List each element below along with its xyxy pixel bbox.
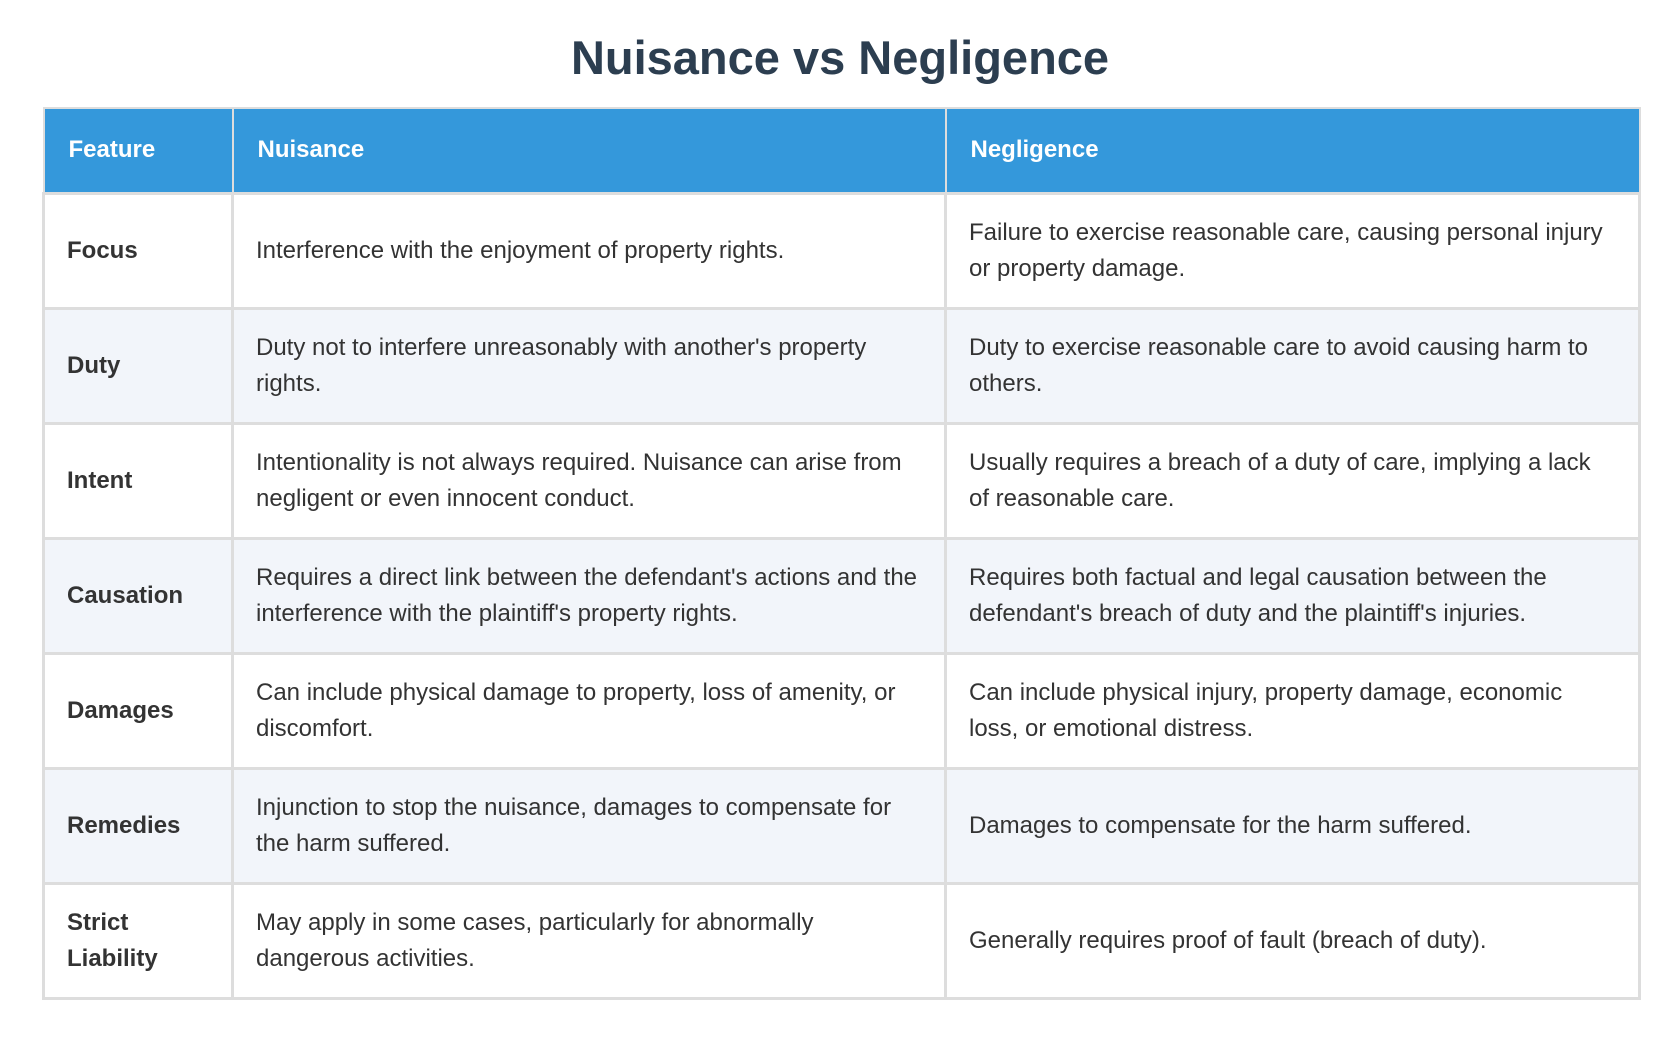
feature-cell: Damages xyxy=(44,653,233,768)
nuisance-cell: Intentionality is not always required. Nuisance can arise from negligent or even innocent conduct. xyxy=(233,423,946,538)
header-negligence: Negligence xyxy=(946,108,1640,193)
table-body xyxy=(44,193,1640,998)
negligence-cell: Failure to exercise reasonable care, causing personal injury or property damage. xyxy=(946,193,1640,308)
comparison-table xyxy=(42,107,1641,1000)
table-row xyxy=(44,653,1640,768)
table-row xyxy=(44,423,1640,538)
nuisance-cell: May apply in some cases, particularly for abnormally dangerous activities. xyxy=(233,883,946,998)
feature-cell: Strict Liability xyxy=(44,883,233,998)
negligence-cell: Requires both factual and legal causation between the defendant's breach of duty and the plaintiff's injuries. xyxy=(946,538,1640,653)
header-nuisance: Nuisance xyxy=(233,108,946,193)
nuisance-cell: Duty not to interfere unreasonably with another's property rights. xyxy=(233,308,946,423)
table-header xyxy=(44,108,1640,193)
nuisance-cell: Interference with the enjoyment of property rights. xyxy=(233,193,946,308)
page-title: Nuisance vs Negligence xyxy=(570,31,1110,84)
feature-cell: Remedies xyxy=(44,768,233,883)
table-row xyxy=(44,538,1640,653)
table-row xyxy=(44,308,1640,423)
feature-cell: Causation xyxy=(44,538,233,653)
nuisance-cell: Can include physical damage to property, loss of amenity, or discomfort. xyxy=(233,653,946,768)
table-row xyxy=(44,768,1640,883)
table-row xyxy=(44,883,1640,998)
feature-cell: Focus xyxy=(44,193,233,308)
header-feature: Feature xyxy=(44,108,233,193)
negligence-cell: Can include physical injury, property damage, economic loss, or emotional distress. xyxy=(946,653,1640,768)
negligence-cell: Damages to compensate for the harm suffered. xyxy=(946,768,1640,883)
header-row xyxy=(44,108,1640,193)
negligence-cell: Generally requires proof of fault (breach of duty). xyxy=(946,883,1640,998)
feature-cell: Intent xyxy=(44,423,233,538)
negligence-cell: Usually requires a breach of a duty of care, implying a lack of reasonable care. xyxy=(946,423,1640,538)
negligence-cell: Duty to exercise reasonable care to avoid causing harm to others. xyxy=(946,308,1640,423)
nuisance-cell: Requires a direct link between the defendant's actions and the interference with the plaintiff's property rights. xyxy=(233,538,946,653)
table-row xyxy=(44,193,1640,308)
feature-cell: Duty xyxy=(44,308,233,423)
nuisance-cell: Injunction to stop the nuisance, damages to compensate for the harm suffered. xyxy=(233,768,946,883)
